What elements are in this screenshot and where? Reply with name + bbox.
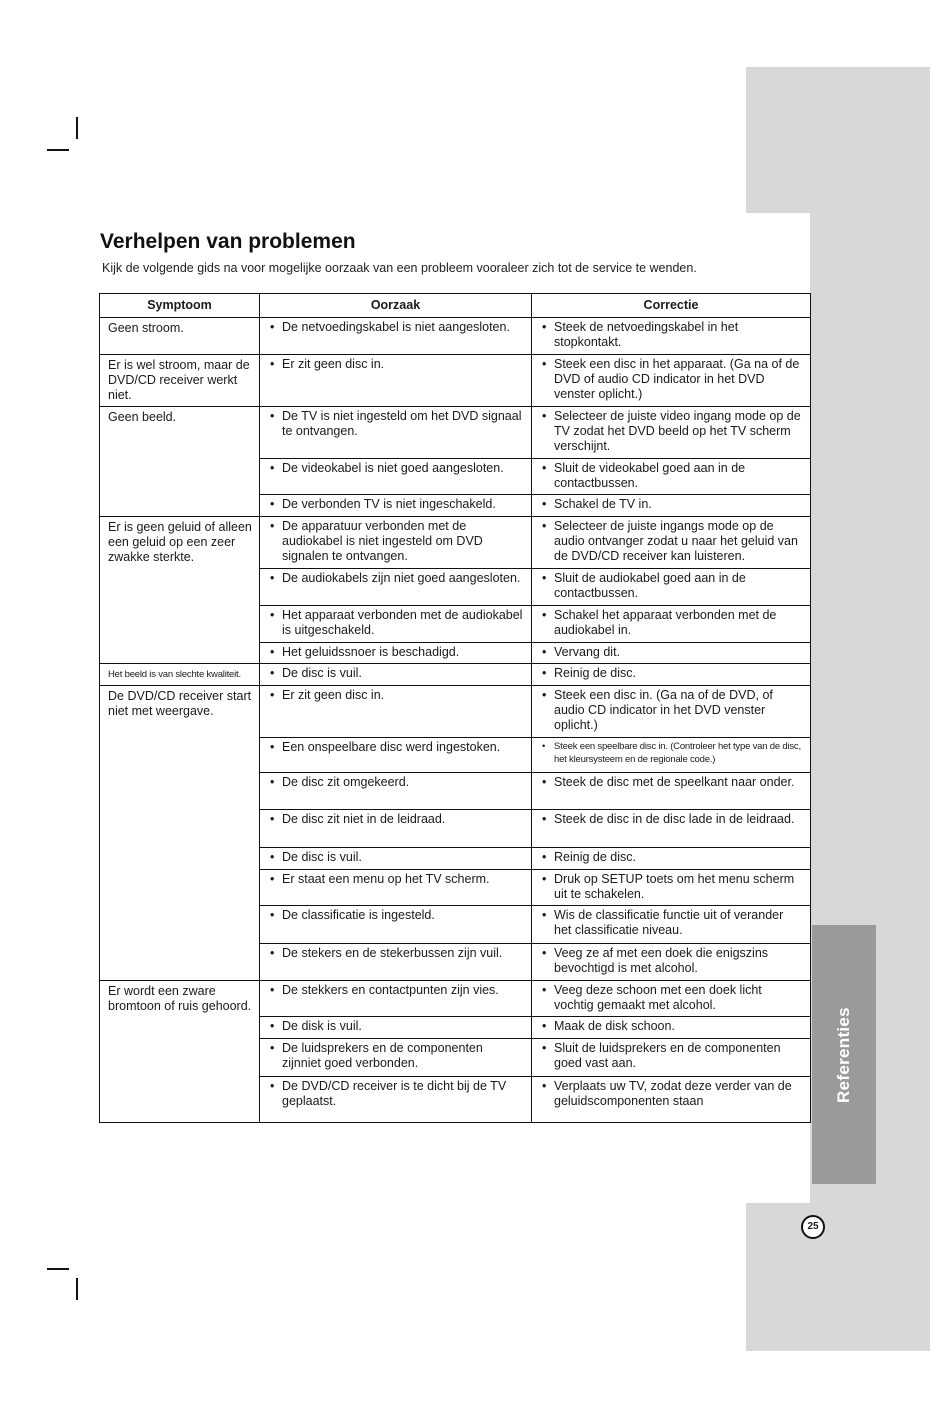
section-tab-label: Referenties bbox=[834, 1006, 853, 1103]
cause-cell: • De disc zit niet in de leidraad. bbox=[260, 810, 532, 848]
page-number: 25 bbox=[801, 1215, 825, 1239]
cause-cell: • De disc is vuil. bbox=[260, 664, 532, 686]
correction-cell: • Verplaats uw TV, zodat deze verder van de geluidscomponenten staan bbox=[532, 1077, 811, 1123]
column-header-cause: Oorzaak bbox=[260, 294, 532, 318]
cause-cell: • Het geluidssnoer is beschadigd. bbox=[260, 643, 532, 664]
cause-cell: • De apparatuur verbonden met de audiokabel is niet ingesteld om DVD signalen te ontvangen. bbox=[260, 517, 532, 569]
crop-mark-top-horizontal bbox=[47, 149, 69, 151]
cause-cell: • De audiokabels zijn niet goed aangesloten. bbox=[260, 569, 532, 606]
cause-cell: • Er zit geen disc in. bbox=[260, 355, 532, 407]
cause-cell: • De verbonden TV is niet ingeschakeld. bbox=[260, 495, 532, 517]
correction-cell: • Reinig de disc. bbox=[532, 848, 811, 870]
correction-cell: • Veeg ze af met een doek die enigszins bevochtigd is met alcohol. bbox=[532, 944, 811, 981]
correction-cell: • Selecteer de juiste ingangs mode op de audio ontvanger zodat u naar het geluid van de DVD/CD receiver kan luisteren. bbox=[532, 517, 811, 569]
table-header-row bbox=[100, 294, 811, 318]
symptom-cell: De DVD/CD receiver start niet met weergave. bbox=[100, 686, 260, 981]
intro-text: Kijk de volgende gids na voor mogelijke oorzaak van een probleem vooraleer zich tot de service te wenden. bbox=[102, 261, 697, 275]
correction-cell: • Steek een disc in. (Ga na of de DVD, of audio CD indicator in het DVD venster oplicht.) bbox=[532, 686, 811, 738]
crop-mark-bottom-vertical bbox=[76, 1278, 78, 1300]
correction-cell: • Steek een disc in het apparaat. (Ga na of de DVD of audio CD indicator in het DVD venster oplicht.) bbox=[532, 355, 811, 407]
cause-cell: • Een onspeelbare disc werd ingestoken. bbox=[260, 738, 532, 773]
table-row bbox=[100, 686, 811, 738]
correction-cell: • Steek de disc met de speelkant naar onder. bbox=[532, 773, 811, 810]
correction-cell: • Steek een speelbare disc in. (Controleer het type van de disc, het kleursysteem en de regionale code.) bbox=[532, 738, 811, 773]
correction-cell: • Schakel het apparaat verbonden met de audiokabel in. bbox=[532, 606, 811, 643]
symptom-cell: Geen stroom. bbox=[100, 318, 260, 355]
correction-cell: • Steek de disc in de disc lade in de leidraad. bbox=[532, 810, 811, 848]
cause-cell: • De videokabel is niet goed aangesloten. bbox=[260, 459, 532, 495]
symptom-cell: Het beeld is van slechte kwaliteit. bbox=[100, 664, 260, 686]
cause-cell: • Het apparaat verbonden met de audiokabel is uitgeschakeld. bbox=[260, 606, 532, 643]
cause-cell: • De netvoedingskabel is niet aangesloten. bbox=[260, 318, 532, 355]
correction-cell: • Vervang dit. bbox=[532, 643, 811, 664]
crop-mark-bottom-horizontal bbox=[47, 1268, 69, 1270]
correction-cell: • Steek de netvoedingskabel in het stopkontakt. bbox=[532, 318, 811, 355]
correction-cell: • Sluit de luidsprekers en de componenten goed vast aan. bbox=[532, 1039, 811, 1077]
table-row bbox=[100, 407, 811, 459]
correction-cell: • Schakel de TV in. bbox=[532, 495, 811, 517]
cause-cell: • Er staat een menu op het TV scherm. bbox=[260, 870, 532, 906]
correction-cell: • Reinig de disc. bbox=[532, 664, 811, 686]
crop-mark-top-vertical bbox=[76, 117, 78, 139]
cause-cell: • De classificatie is ingesteld. bbox=[260, 906, 532, 944]
symptom-cell: Geen beeld. bbox=[100, 407, 260, 517]
cause-cell: • De stekers en de stekerbussen zijn vuil. bbox=[260, 944, 532, 981]
table-row bbox=[100, 517, 811, 569]
side-gray-band-top bbox=[746, 67, 930, 213]
page-title: Verhelpen van problemen bbox=[100, 230, 356, 253]
correction-cell: • Selecteer de juiste video ingang mode op de TV zodat het DVD beeld op het TV scherm verschijnt. bbox=[532, 407, 811, 459]
cause-cell: • De luidsprekers en de componenten zijnniet goed verbonden. bbox=[260, 1039, 532, 1077]
cause-cell: • De disc zit omgekeerd. bbox=[260, 773, 532, 810]
cause-cell: • De DVD/CD receiver is te dicht bij de TV geplaatst. bbox=[260, 1077, 532, 1123]
correction-cell: • Wis de classificatie functie uit of verander het classificatie niveau. bbox=[532, 906, 811, 944]
cause-cell: • Er zit geen disc in. bbox=[260, 686, 532, 738]
table-row bbox=[100, 664, 811, 686]
table-row bbox=[100, 355, 811, 407]
symptom-cell: Er is wel stroom, maar de DVD/CD receiver werkt niet. bbox=[100, 355, 260, 407]
troubleshooting-table bbox=[99, 293, 811, 1123]
symptom-cell: Er is geen geluid of alleen een geluid op een zeer zwakke sterkte. bbox=[100, 517, 260, 664]
table-row bbox=[100, 981, 811, 1017]
symptom-cell: Er wordt een zware bromtoon of ruis gehoord. bbox=[100, 981, 260, 1123]
correction-cell: • Veeg deze schoon met een doek licht vochtig gemaakt met alcohol. bbox=[532, 981, 811, 1017]
cause-cell: • De TV is niet ingesteld om het DVD signaal te ontvangen. bbox=[260, 407, 532, 459]
column-header-correction: Correctie bbox=[532, 294, 811, 318]
cause-cell: • De stekkers en contactpunten zijn vies. bbox=[260, 981, 532, 1017]
cause-cell: • De disc is vuil. bbox=[260, 848, 532, 870]
correction-cell: • Sluit de audiokabel goed aan in de contactbussen. bbox=[532, 569, 811, 606]
side-gray-band-bottom bbox=[746, 1203, 930, 1351]
section-tab-label-box bbox=[812, 925, 876, 1184]
column-header-symptom: Symptoom bbox=[100, 294, 260, 318]
correction-cell: • Druk op SETUP toets om het menu scherm uit te schakelen. bbox=[532, 870, 811, 906]
correction-cell: • Maak de disk schoon. bbox=[532, 1017, 811, 1039]
cause-cell: • De disk is vuil. bbox=[260, 1017, 532, 1039]
table-row bbox=[100, 318, 811, 355]
correction-cell: • Sluit de videokabel goed aan in de contactbussen. bbox=[532, 459, 811, 495]
